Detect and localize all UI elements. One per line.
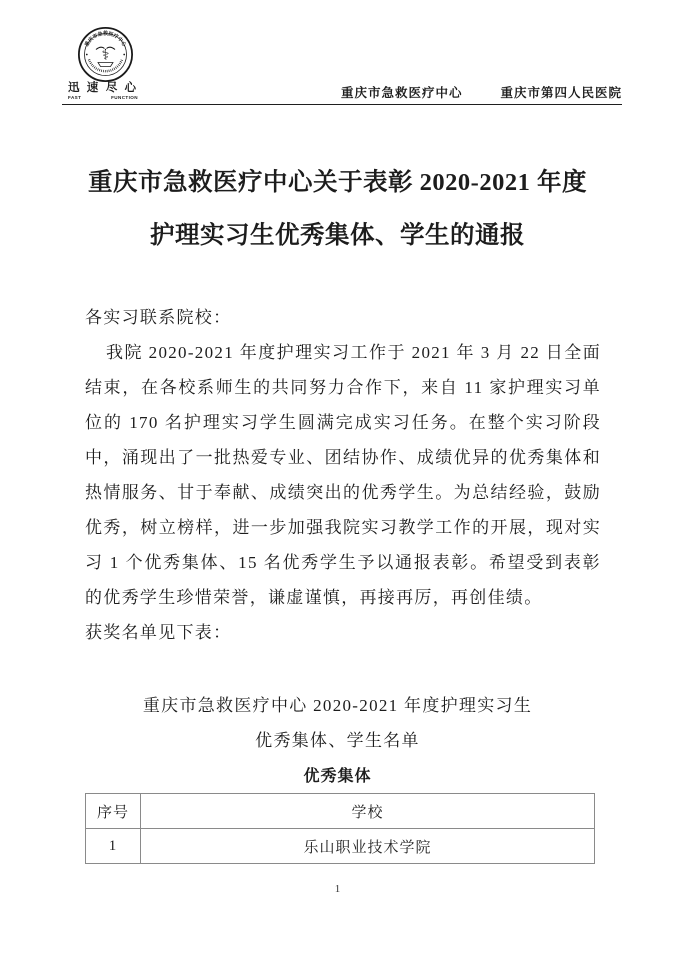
- roster-title-line-1: 重庆市急救医疗中心 2020-2021 年度护理实习生: [142, 696, 533, 715]
- cell-row-number: 1: [86, 829, 141, 864]
- motto-en-function: FUNCTION: [111, 95, 138, 100]
- column-header-no: 序号: [86, 794, 141, 829]
- motto-block: [68, 82, 138, 101]
- motto-chinese: [68, 82, 138, 94]
- motto-english: [68, 95, 138, 101]
- excellent-collective-table: [85, 793, 595, 864]
- closing-line: 获奖名单见下表：: [85, 623, 232, 642]
- title-line-2: 护理实习生优秀集体、学生的通报: [150, 222, 525, 249]
- main-paragraph: 我院 2020-2021 年度护理实习工作于 2021 年 3 月 22 日全面结束，在各校系师生的共同努力合作下，来自 11 家护理实习单位的 170 名护理实习学生圆满完成实习任务。在整个实习阶段中，涌现出了一批热爱专业、团结协作、成绩优异的优秀集体和热情服务、甘于奉献、成绩突出的优秀学生。为总结经验，鼓励优秀，树立榜样，进一步加强我院实习教学工作的开展，现对实习 1 个优秀集体、15 名优秀学生予以通报表彰。希望受到表彰的优秀学生珍惜荣誉，谦虚谨慎，再接再厉，再创佳绩。: [85, 343, 601, 607]
- header-org-names: [341, 83, 622, 101]
- motto-cn-fast: 迅 速: [68, 82, 101, 94]
- org-seal-logo: [77, 26, 134, 83]
- cell-school-name: 乐山职业技术学院: [141, 829, 595, 864]
- salutation-line: 各实习联系院校：: [85, 308, 232, 327]
- table-row: [86, 829, 595, 864]
- section-caption: 优秀集体: [303, 768, 372, 785]
- page-number: 1: [334, 883, 341, 895]
- seal-right-dot: [123, 54, 125, 56]
- org-name-fourth-hospital: 重庆市第四人民医院: [500, 86, 622, 100]
- motto-en-fast: FAST: [68, 95, 82, 100]
- org-name-emergency-center: 重庆市急救医疗中心: [340, 86, 463, 100]
- roster-title-line-2: 优秀集体、学生名单: [255, 731, 420, 750]
- document-body: [85, 300, 601, 650]
- table-header-row: [86, 794, 595, 829]
- seal-arc-text: 重庆市急救医疗中心: [84, 31, 127, 48]
- medical-staff-icon: ⚕: [101, 47, 110, 64]
- motto-cn-devoted: 尽 心: [105, 82, 138, 94]
- document-title: [0, 156, 675, 262]
- title-line-1: 重庆市急救医疗中心关于表彰 2020-2021 年度: [88, 169, 587, 196]
- roster-title: [0, 688, 675, 758]
- header-divider: [62, 104, 622, 105]
- column-header-school: 学校: [141, 794, 595, 829]
- seal-left-dot: [86, 54, 88, 56]
